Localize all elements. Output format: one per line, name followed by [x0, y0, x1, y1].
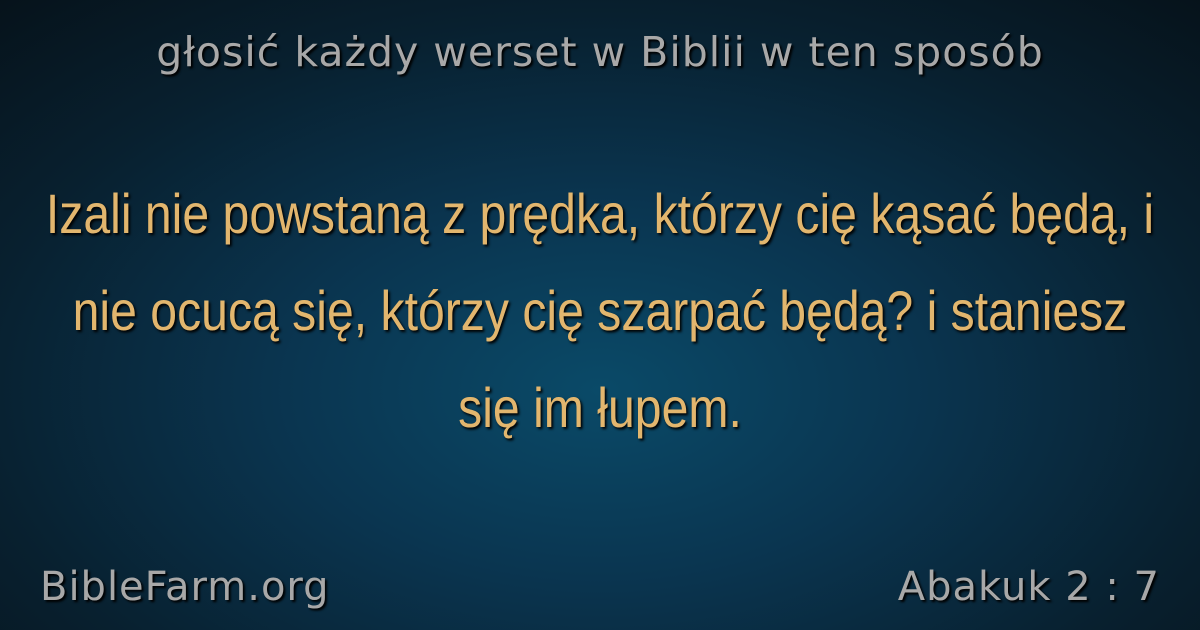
verse-text: Izali nie powstaną z prędka, którzy cię kąsać będą, i nie ocucą się, którzy cię szarpać będą? i staniesz się im łupem.: [45, 182, 1155, 439]
tagline: głosić każdy werset w Biblii w ten sposób: [156, 28, 1044, 76]
verse-container: [40, 165, 1160, 456]
site-name: BibleFarm.org: [40, 564, 330, 610]
verse-reference: Abakuk 2 : 7: [897, 564, 1160, 610]
